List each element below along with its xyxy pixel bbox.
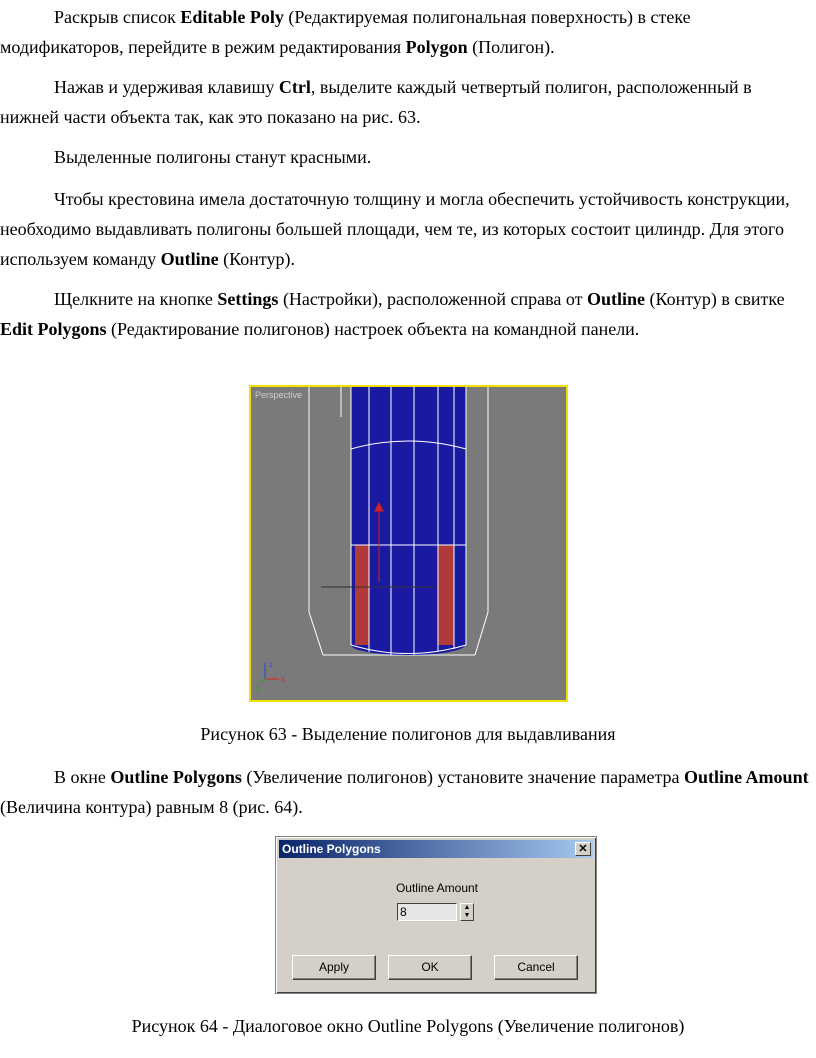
bold-term: Ctrl <box>278 77 311 97</box>
text-run: Щелкните на кнопке <box>54 289 218 309</box>
paragraph-2 <box>0 72 810 132</box>
selected-polygon <box>438 545 454 645</box>
text-run: В окне <box>54 767 111 787</box>
bold-term: Outline Amount <box>684 767 809 787</box>
bold-term: Outline Polygons <box>110 767 242 787</box>
z-axis-label: z <box>269 660 273 669</box>
text-run: (Настройки), расположенной справа от <box>278 289 587 309</box>
paragraph-6 <box>0 762 810 822</box>
x-axis-label: x <box>281 675 285 684</box>
apply-button[interactable]: Apply <box>292 955 376 980</box>
figure-63-caption: Рисунок 63 - Выделение полигонов для выдавливания <box>200 724 616 744</box>
bold-term: Editable Poly <box>180 7 284 27</box>
y-axis-label: y <box>256 684 260 693</box>
bold-term: Outline <box>587 289 646 309</box>
cylinder-wireframe-illustration <box>251 387 566 700</box>
ok-button[interactable]: OK <box>388 955 472 980</box>
outline-amount-input[interactable]: 8 <box>397 903 457 921</box>
figure-64-caption: Рисунок 64 - Диалоговое окно Outline Polygons (Увеличение полигонов) <box>131 1016 685 1036</box>
text-run: (Редактируемая полигональная поверхность) в стеке модификаторов, перейдите в режим редактирования <box>0 7 691 57</box>
outline-polygons-dialog <box>275 836 597 994</box>
paragraph-4 <box>0 184 810 274</box>
bold-term: Settings <box>217 289 279 309</box>
viewport-label: Perspective <box>255 390 303 400</box>
text-run: (Величина контура) равным 8 (рис. 64). <box>0 797 303 817</box>
perspective-viewport-figure <box>249 385 568 702</box>
spin-up-icon[interactable]: ▲ <box>463 904 471 911</box>
cancel-button[interactable]: Cancel <box>494 955 578 980</box>
selected-polygon <box>355 545 369 645</box>
text-run: (Контур). <box>218 249 295 269</box>
outline-amount-label: Outline Amount <box>395 881 479 895</box>
paragraph-5 <box>0 284 810 344</box>
text-run: (Редактирование полигонов) настроек объекта на командной панели. <box>106 319 640 339</box>
text-run: Выделенные полигоны станут красными. <box>54 147 372 167</box>
text-run: Раскрыв список <box>54 7 181 27</box>
paragraph-1 <box>0 2 810 62</box>
text-run: Чтобы крестовина имела достаточную толщину и могла обеспечить устойчивость конструкции, необходимо выдавливать полигоны большей площади, чем те, из которых состоит цилиндр. Для этого используем команду <box>0 189 790 269</box>
bold-term: Polygon <box>405 37 468 57</box>
outline-amount-spinner[interactable] <box>460 903 474 921</box>
text-run: (Контур) в свитке <box>645 289 785 309</box>
text-run: (Полигон). <box>467 37 555 57</box>
close-icon[interactable]: ✕ <box>575 842 591 856</box>
text-run: Нажав и удерживая клавишу <box>54 77 279 97</box>
text-run: (Увеличение полигонов) установите значение параметра <box>241 767 685 787</box>
spin-down-icon[interactable]: ▼ <box>463 912 471 919</box>
paragraph-3 <box>0 142 810 172</box>
dialog-title: Outline Polygons <box>282 842 381 856</box>
bold-term: Edit Polygons <box>0 319 107 339</box>
text-run: , выделите каждый четвертый полигон, расположенный в нижней части объекта так, как это показано на рис. 63. <box>0 77 752 127</box>
bold-term: Outline <box>160 249 219 269</box>
dialog-title-bar <box>279 840 593 858</box>
